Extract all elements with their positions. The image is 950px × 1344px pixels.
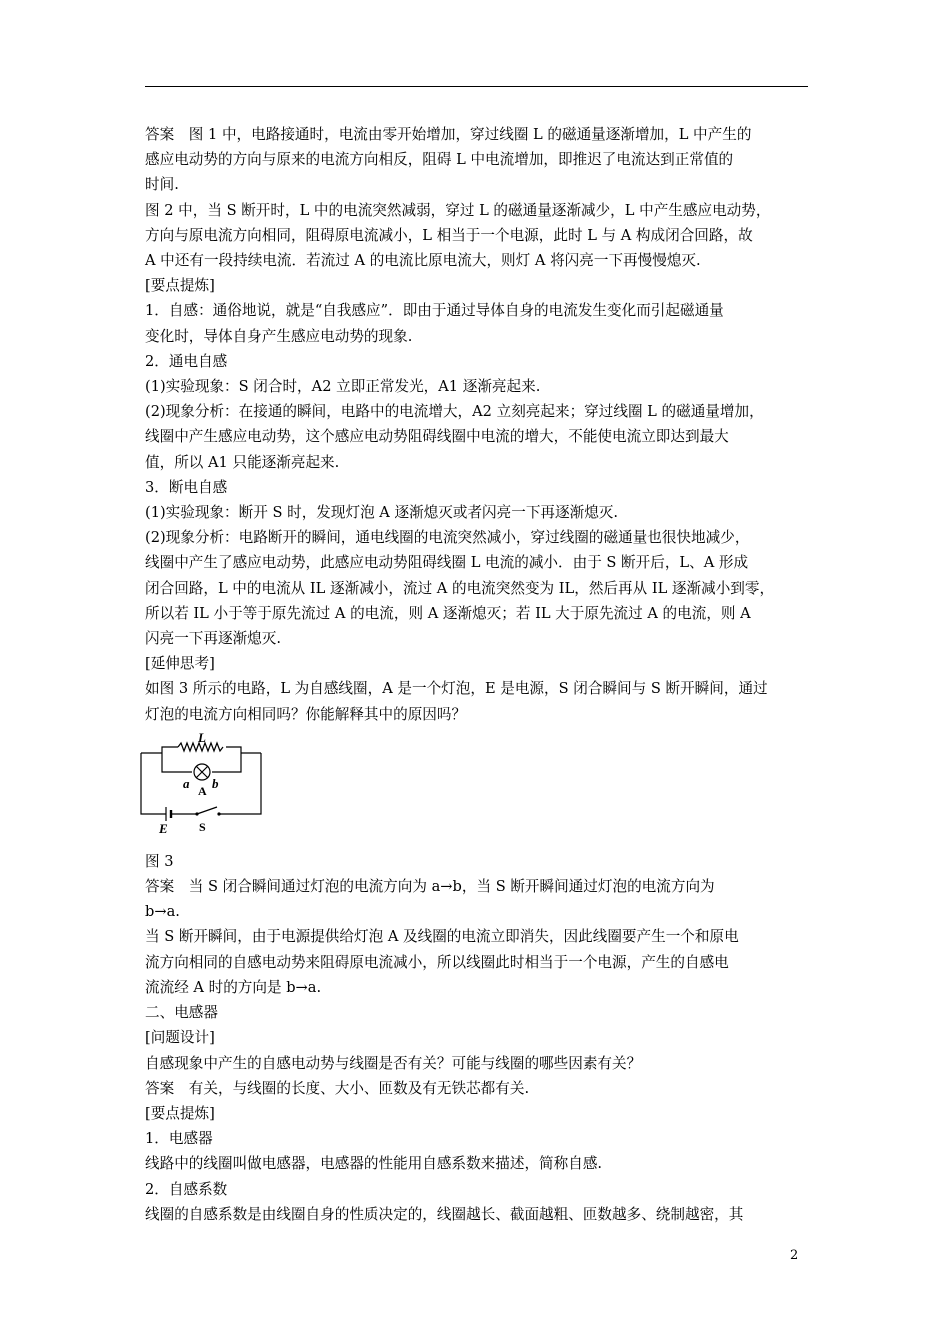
circuit-diagram — [139, 729, 284, 839]
text-line: 自感现象中产生的自感电动势与线圈是否有关？可能与线圈的哪些因素有关？ — [145, 1054, 642, 1072]
text-line: A 中还有一段持续电流．若流过 A 的电流比原电流大，则灯 A 将闪亮一下再慢慢熄灭. — [145, 252, 701, 270]
text-line: 当 S 断开瞬间，由于电源提供给灯泡 A 及线圈的电流立即消失，因此线圈要产生一个和原电 — [145, 928, 739, 946]
label-S: S — [199, 819, 206, 834]
text-line: 1．电感器 — [145, 1130, 213, 1148]
text-line: 所以若 IL 小于等于原先流过 A 的电流，则 A 逐渐熄灭；若 IL 大于原先流过 A 的电流，则 A — [145, 604, 751, 622]
label-b: b — [212, 775, 219, 791]
wire-top-right — [226, 747, 241, 753]
text-line: 2．自感系数 — [145, 1180, 228, 1198]
text-line: 线圈中产生感应电动势，这个感应电动势阻碍线圈中电流的增大，不能使电流立即达到最大 — [145, 428, 729, 446]
figure-caption: 图 3 — [145, 852, 174, 870]
lamp-cross — [196, 766, 208, 778]
text-line: 流流经 A 时的方向是 b→a. — [145, 978, 322, 996]
text-line: 值，所以 A1 只能逐渐亮起来. — [145, 453, 340, 471]
label-E: E — [159, 820, 168, 836]
text-line: 闪亮一下再逐渐熄灭. — [145, 630, 281, 648]
text-line: 线圈的自感系数是由线圈自身的性质决定的，线圈越长、截面越粗、匝数越多、绕制越密，其 — [145, 1205, 744, 1223]
label-a: a — [183, 775, 190, 791]
wire-bottom-right — [219, 753, 261, 814]
text-line: 线路中的线圈叫做电感器，电感器的性能用自感系数来描述，简称自感. — [145, 1155, 603, 1173]
wire-lamp-left — [162, 753, 192, 772]
text-line: 二、电感器 — [145, 1004, 218, 1022]
text-line: 流方向相同的自感电动势来阻碍原电流减小，所以线圈此时相当于一个电源，产生的自感电 — [145, 953, 729, 971]
page-number: 2 — [790, 1248, 799, 1263]
label-A: A — [198, 783, 207, 798]
text-line: 方向与原电流方向相同，阻碍原电流减小，L 相当于一个电源，此时 L 与 A 构成闭合回路，故 — [145, 226, 753, 244]
text-line: 线圈中产生了感应电动势，此感应电动势阻碍线圈 L 电流的减小．由于 S 断开后，L、A 形成 — [145, 554, 749, 572]
switch-pivot — [195, 812, 198, 815]
text-line: 变化时，导体自身产生感应电动势的现象. — [145, 327, 413, 345]
text-line: 感应电动势的方向与原来的电流方向相反，阻碍 L 中电流增加，即推迟了电流达到正常值的 — [145, 151, 734, 169]
text-line: 答案 有关，与线圈的长度、大小、匝数及有无铁芯都有关. — [145, 1079, 530, 1097]
text-line: (2)现象分析：电路断开的瞬间，通电线圈的电流突然减小，穿过线圈的磁通量也很快地减少， — [145, 529, 750, 547]
label-L: L — [198, 729, 206, 745]
text-line: [要点提炼] — [145, 277, 215, 295]
text-line: (2)现象分析：在接通的瞬间，电路中的电流增大，A2 立刻亮起来；穿过线圈 L 的磁通量增加， — [145, 403, 764, 421]
text-line: (1)实验现象：S 闭合时，A2 立即正常发光，A1 逐渐亮起来. — [145, 378, 541, 396]
text-line: [要点提炼] — [145, 1104, 215, 1122]
page-body — [145, 122, 808, 1227]
text-block-top — [145, 122, 808, 727]
header-rule — [145, 86, 808, 87]
text-line: 时间. — [145, 176, 179, 194]
switch-blade — [197, 807, 217, 814]
text-line: 2．通电自感 — [145, 352, 228, 370]
text-line: 闭合回路，L 中的电流从 IL 逐渐减小，流过 A 的电流突然变为 IL，然后再从 IL 逐渐减小到零， — [145, 579, 775, 597]
wire-lamp-right — [212, 753, 241, 772]
switch-contact — [217, 812, 220, 815]
text-line: 图 2 中，当 S 断开时，L 中的电流突然减弱，穿过 L 的磁通量逐渐减少，L 中产生感应电动势， — [145, 201, 771, 219]
text-block-bottom — [145, 874, 808, 1227]
text-line: [延伸思考] — [145, 655, 215, 673]
text-line: 灯泡的电流方向相同吗？你能解释其中的原因吗？ — [145, 705, 467, 723]
text-line: 1．自感：通俗地说，就是“自我感应”．即由于通过导体自身的电流发生变化而引起磁通量 — [145, 302, 724, 320]
text-line: 3．断电自感 — [145, 478, 228, 496]
wire-top-left — [162, 747, 178, 753]
text-line: 如图 3 所示的电路，L 为自感线圈，A 是一个灯泡，E 是电源，S 闭合瞬间与 S 断开瞬间，通过 — [145, 680, 768, 698]
text-line: b→a. — [145, 903, 180, 921]
text-line: (1)实验现象：断开 S 时，发现灯泡 A 逐渐熄灭或者闪亮一下再逐渐熄灭. — [145, 504, 619, 522]
circuit-figure — [139, 729, 284, 839]
text-line: 答案 图 1 中，电路接通时，电流由零开始增加，穿过线圈 L 的磁通量逐渐增加，L 中产生的 — [145, 126, 752, 143]
text-line: [问题设计] — [145, 1029, 215, 1047]
text-line: 答案 当 S 闭合瞬间通过灯泡的电流方向为 a→b，当 S 断开瞬间通过灯泡的电流方向为 — [145, 878, 715, 896]
